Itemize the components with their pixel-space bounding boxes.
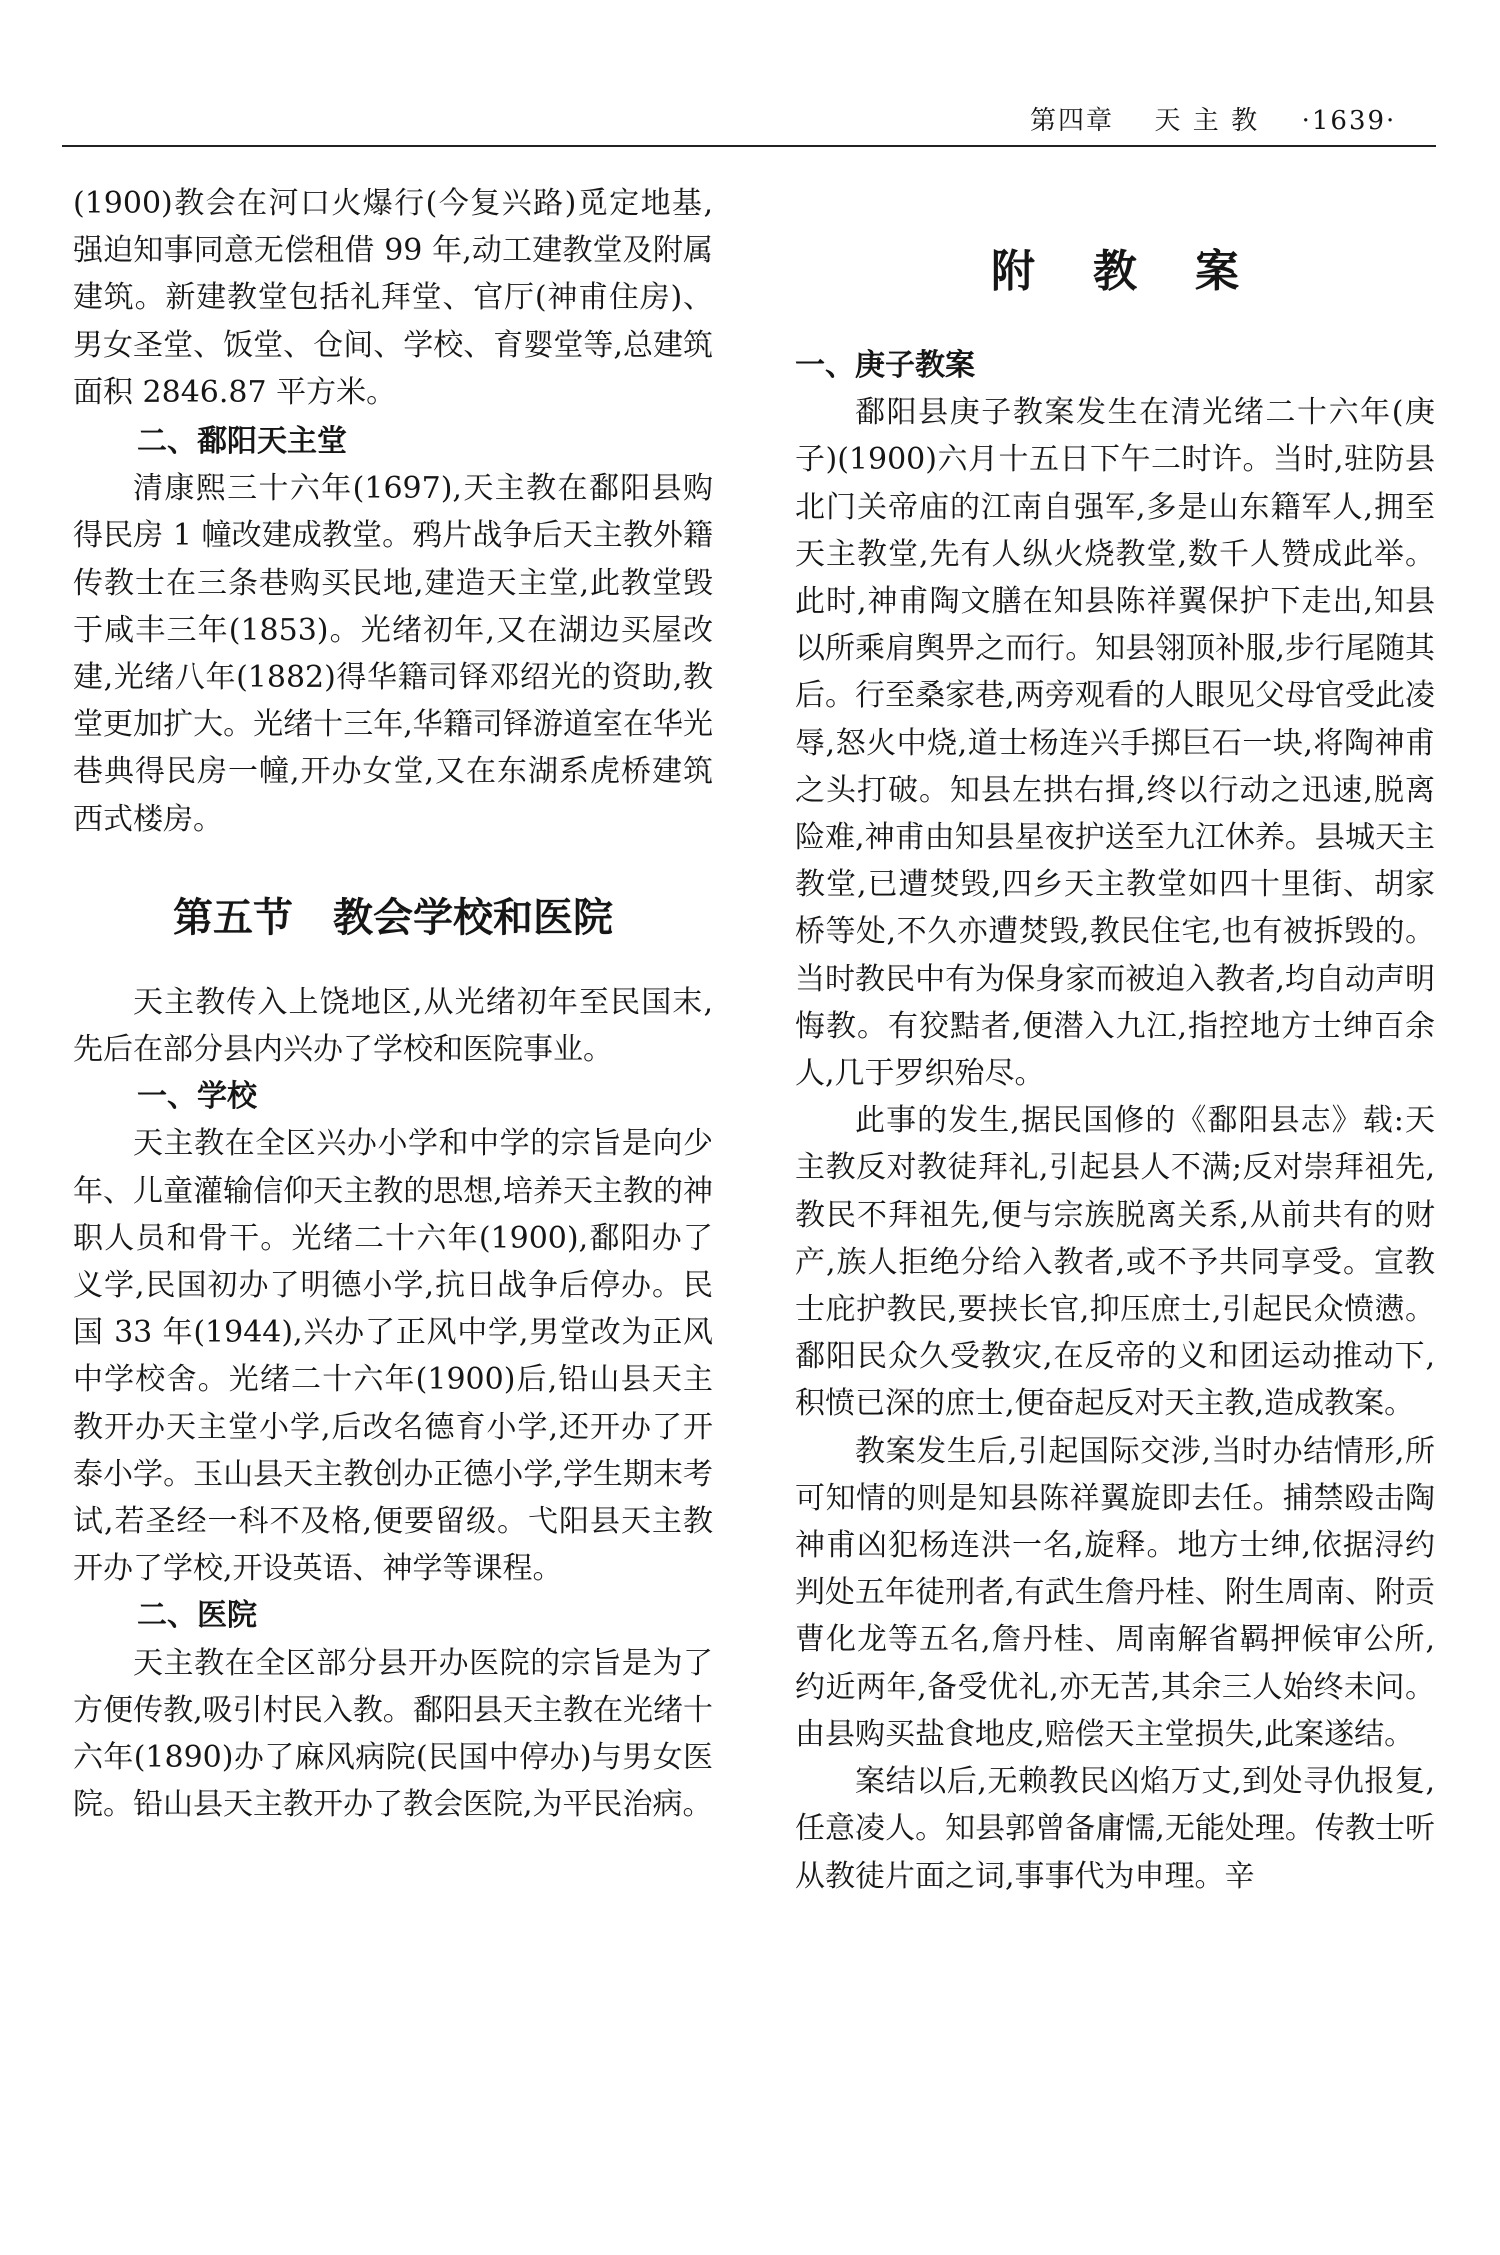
subheading-gengzi-case: 一、庚子教案 bbox=[795, 348, 975, 383]
paragraph-case-events: 鄱阳县庚子教案发生在清光绪二十六年(庚子)(1900)六月十五日下午二时许。当时,驻防县北门关帝庙的江南自强军,多是山东籍军人,拥至天主教堂,先有人纵火烧教堂,数千人赞成此举。此时,神甫陶文膳在知县陈祥翼保护下走出,知县以所乘肩舆畀之而行。知县翎顶补服,步行尾随其后。行至桑家巷,两旁观看的人眼见父母官受此凌辱,怒火中烧,道士杨连兴手掷巨石一块,将陶神甫之头打破。知县左拱右揖,终以行动之迅速,脱离险难,神甫由知县星夜护送至九江休养。县城天主教堂,已遭焚毁,四乡天主教堂如四十里街、胡家桥等处,不久亦遭焚毁,教民住宅,也有被拆毁的。当时教民中有为保身家而被迫入教者,均自动声明悔教。有狡黠者,便潜入九江,指控地方士绅百余人,几于罗织殆尽。 bbox=[795, 395, 1435, 1092]
chapter-title: 天 主 教 bbox=[1154, 106, 1260, 136]
subheading-hospitals: 二、医院 bbox=[137, 1598, 257, 1634]
right-column bbox=[795, 180, 1435, 1900]
paragraph-case-settlement: 教案发生后,引起国际交涉,当时办结情形,所可知情的则是知县陈祥翼旋即去任。捕禁殴击陶神甫凶犯杨连洪一名,旋释。地方士绅,依据浔约判处五年徒刑者,有武生詹丹桂、附生周南、附贡曹化龙等五名,詹丹桂、周南解省羁押候审公所,约近两年,备受优礼,亦无苦,其余三人始终未问。由县购买盐食地皮,赔偿天主堂损失,此案遂结。 bbox=[795, 1433, 1435, 1752]
running-header bbox=[1030, 100, 1430, 140]
page-number: ·1639· bbox=[1301, 106, 1397, 136]
paragraph-intro: 天主教传入上饶地区,从光绪初年至民国末,先后在部分县内兴办了学校和医院事业。 bbox=[73, 984, 713, 1068]
paragraph-continued: (1900)教会在河口火爆行(今复兴路)觅定地基,强迫知事同意无偿租借 99 年,动工建教堂及附属建筑。新建教堂包括礼拜堂、官厅(神甫住房)、男女圣堂、饭堂、仓间、学校、育婴堂等,总建筑面积 2846.87 平方米。 bbox=[73, 186, 713, 410]
paragraph-poyang-church: 清康熙三十六年(1697),天主教在鄱阳县购得民房 1 幢改建成教堂。鸦片战争后天主教外籍传教士在三条巷购买民地,建造天主堂,此教堂毁于咸丰三年(1853)。光绪初年,又在湖边买屋改建,光绪八年(1882)得华籍司铎邓绍光的资助,教堂更加扩大。光绪十三年,华籍司铎游道室在华光巷典得民房一幢,开办女堂,又在东湖系虎桥建筑西式楼房。 bbox=[73, 471, 713, 837]
paragraph-hospitals: 天主教在全区部分县开办医院的宗旨是为了方便传教,吸引村民入教。鄱阳县天主教在光绪十六年(1890)办了麻风病院(民国中停办)与男女医院。铅山县天主教开办了教会医院,为平民治病。 bbox=[73, 1645, 713, 1823]
paragraph-schools: 天主教在全区兴办小学和中学的宗旨是向少年、儿童灌输信仰天主教的思想,培养天主教的神职人员和骨干。光绪二十六年(1900),鄱阳办了义学,民国初办了明德小学,抗日战争后停办。民国 33 年(1944),兴办了正风中学,男堂改为正风中学校舍。光绪二十六年(1900)后,铅山县天主教开办天主堂小学,后改名德育小学,还开办了开泰小学。玉山县天主教创办正德小学,学生期末考试,若圣经一科不及格,便要留级。弋阳县天主教开办了学校,开设英语、神学等课程。 bbox=[73, 1126, 713, 1587]
subheading-schools: 一、学校 bbox=[137, 1079, 257, 1115]
section-title: 第五节 教会学校和医院 bbox=[173, 893, 613, 941]
paragraph-case-aftermath: 案结以后,无赖教民凶焰万丈,到处寻仇报复,任意凌人。知县郭曾备庸懦,无能处理。传教士听从教徒片面之词,事事代为申理。辛 bbox=[795, 1764, 1435, 1894]
chapter-label: 第四章 bbox=[1030, 106, 1115, 136]
subheading-poyang-church: 二、鄱阳天主堂 bbox=[137, 424, 347, 460]
appendix-title: 附教案 bbox=[991, 246, 1297, 297]
paragraph-case-causes: 此事的发生,据民国修的《鄱阳县志》载:天主教反对教徒拜礼,引起县人不满;反对崇拜祖先,教民不拜祖先,便与宗族脱离关系,从前共有的财产,族人拒绝分给入教者,或不予共同享受。宣教士庇护教民,要挟长官,抑压庶士,引起民众愤懑。鄱阳民众久受教灾,在反帝的义和团运动推动下,积愤已深的庶士,便奋起反对天主教,造成教案。 bbox=[795, 1103, 1435, 1422]
header-rule bbox=[62, 145, 1436, 147]
left-column bbox=[73, 180, 713, 1829]
